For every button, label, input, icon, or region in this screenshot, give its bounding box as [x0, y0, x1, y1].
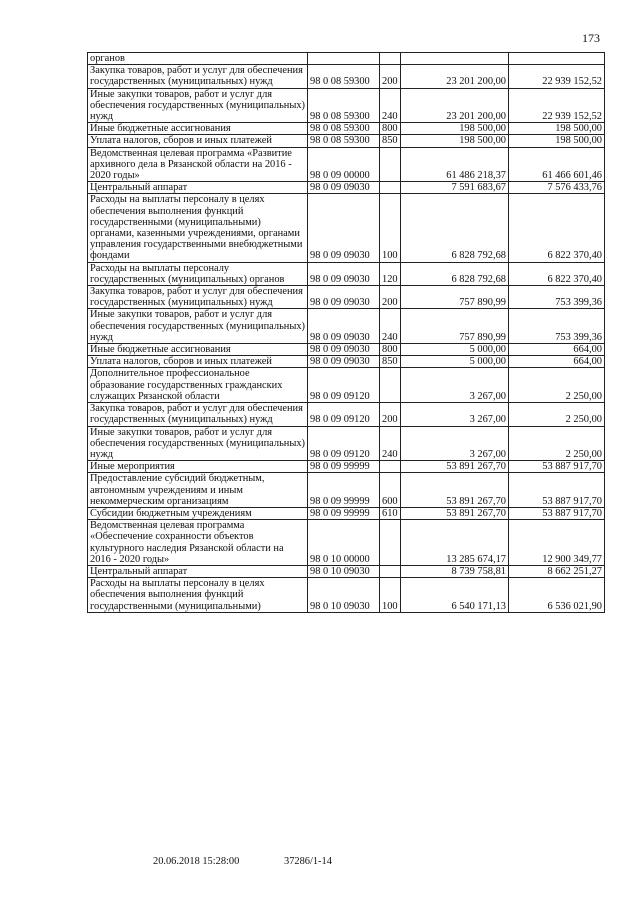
table-row — [88, 286, 605, 309]
row-code-cell: 98 0 09 09030 — [308, 194, 380, 262]
row-plan-cell: 3 267,00 — [401, 426, 509, 461]
row-exec-cell: 53 887 917,70 — [509, 473, 605, 508]
row-code-cell: 98 0 09 09120 — [308, 368, 380, 403]
table-row — [88, 426, 605, 461]
row-exec-cell: 2 250,00 — [509, 426, 605, 461]
page-number: 173 — [582, 31, 600, 45]
row-name-cell: Иные закупки товаров, работ и услуг для обеспечения государственных (муниципальных) нужд — [88, 88, 308, 123]
row-exec-cell: 664,00 — [509, 356, 605, 368]
row-name-cell: Центральный аппарат — [88, 565, 308, 577]
row-name-cell: Закупка товаров, работ и услуг для обеспечения государственных (муниципальных) нужд — [88, 65, 308, 88]
row-vr-cell: 100 — [380, 194, 401, 262]
row-name-cell: Ведомственная целевая программа «Обеспечение сохранности объектов культурного наследия Рязанской области на 2016 - 2020 годы» — [88, 520, 308, 566]
row-name-cell: Уплата налогов, сборов и иных платежей — [88, 135, 308, 147]
row-vr-cell: 240 — [380, 426, 401, 461]
row-exec-cell: 6 822 370,40 — [509, 262, 605, 285]
row-code-cell: 98 0 09 09030 — [308, 344, 380, 356]
row-plan-cell: 23 201 200,00 — [401, 88, 509, 123]
row-vr-cell — [380, 182, 401, 194]
footer-datetime: 20.06.2018 15:28:00 — [153, 856, 240, 867]
row-plan-cell: 757 890,99 — [401, 309, 509, 344]
table-row — [88, 565, 605, 577]
table-row — [88, 578, 605, 613]
row-plan-cell: 3 267,00 — [401, 403, 509, 426]
row-vr-cell: 850 — [380, 135, 401, 147]
row-exec-cell: 753 399,36 — [509, 286, 605, 309]
row-exec-cell: 6 822 370,40 — [509, 194, 605, 262]
table-row — [88, 356, 605, 368]
row-exec-cell: 753 399,36 — [509, 309, 605, 344]
row-name-cell: Дополнительное профессиональное образование государственных гражданских служащих Рязанской области — [88, 368, 308, 403]
table-row — [88, 368, 605, 403]
row-plan-cell: 5 000,00 — [401, 344, 509, 356]
row-name-cell: Иные бюджетные ассигнования — [88, 344, 308, 356]
row-exec-cell: 2 250,00 — [509, 368, 605, 403]
row-code-cell: 98 0 09 99999 — [308, 507, 380, 519]
row-code-cell: 98 0 09 09030 — [308, 356, 380, 368]
row-exec-cell: 198 500,00 — [509, 123, 605, 135]
row-vr-cell — [380, 461, 401, 473]
row-vr-cell — [380, 53, 401, 65]
table-row — [88, 53, 605, 65]
row-code-cell: 98 0 08 59300 — [308, 135, 380, 147]
row-code-cell: 98 0 10 09030 — [308, 578, 380, 613]
table-row — [88, 473, 605, 508]
row-code-cell: 98 0 09 09120 — [308, 403, 380, 426]
row-vr-cell: 610 — [380, 507, 401, 519]
table-row — [88, 403, 605, 426]
row-name-cell: Предоставление субсидий бюджетным, автономным учреждениям и иным некоммерческим организациям — [88, 473, 308, 508]
table-row — [88, 344, 605, 356]
row-name-cell: Уплата налогов, сборов и иных платежей — [88, 356, 308, 368]
row-vr-cell: 120 — [380, 262, 401, 285]
row-name-cell: органов — [88, 53, 308, 65]
row-exec-cell: 12 900 349,77 — [509, 520, 605, 566]
row-name-cell: Иные закупки товаров, работ и услуг для обеспечения государственных (муниципальных) нужд — [88, 426, 308, 461]
row-code-cell: 98 0 10 09030 — [308, 565, 380, 577]
row-exec-cell: 53 887 917,70 — [509, 507, 605, 519]
row-code-cell: 98 0 09 99999 — [308, 461, 380, 473]
row-plan-cell: 7 591 683,67 — [401, 182, 509, 194]
table-row — [88, 147, 605, 182]
row-code-cell: 98 0 08 59300 — [308, 65, 380, 88]
row-exec-cell: 2 250,00 — [509, 403, 605, 426]
row-plan-cell: 6 828 792,68 — [401, 262, 509, 285]
table-row — [88, 507, 605, 519]
row-vr-cell — [380, 520, 401, 566]
row-code-cell: 98 0 09 09120 — [308, 426, 380, 461]
row-exec-cell: 7 576 433,76 — [509, 182, 605, 194]
row-plan-cell: 5 000,00 — [401, 356, 509, 368]
row-exec-cell: 198 500,00 — [509, 135, 605, 147]
row-plan-cell: 6 828 792,68 — [401, 194, 509, 262]
row-code-cell — [308, 53, 380, 65]
footer-doc-number: 37286/1-14 — [284, 856, 332, 867]
row-vr-cell: 600 — [380, 473, 401, 508]
row-plan-cell: 53 891 267,70 — [401, 473, 509, 508]
row-name-cell: Расходы на выплаты персоналу в целях обеспечения выполнения функций государственными (муниципальными) — [88, 578, 308, 613]
row-plan-cell: 23 201 200,00 — [401, 65, 509, 88]
row-vr-cell: 240 — [380, 309, 401, 344]
row-vr-cell: 200 — [380, 286, 401, 309]
row-exec-cell: 664,00 — [509, 344, 605, 356]
row-name-cell: Расходы на выплаты персоналу в целях обеспечения выполнения функций государственными (муниципальными) органами, казенными учреждениями, органами управления государственными внебюджетными фондами — [88, 194, 308, 262]
row-exec-cell: 22 939 152,52 — [509, 65, 605, 88]
row-exec-cell: 8 662 251,27 — [509, 565, 605, 577]
row-name-cell: Расходы на выплаты персоналу государственных (муниципальных) органов — [88, 262, 308, 285]
row-code-cell: 98 0 08 59300 — [308, 123, 380, 135]
row-plan-cell: 3 267,00 — [401, 368, 509, 403]
row-vr-cell: 240 — [380, 88, 401, 123]
row-code-cell: 98 0 09 99999 — [308, 473, 380, 508]
row-plan-cell: 53 891 267,70 — [401, 461, 509, 473]
table-row — [88, 135, 605, 147]
row-plan-cell: 53 891 267,70 — [401, 507, 509, 519]
row-code-cell: 98 0 08 59300 — [308, 88, 380, 123]
table-row — [88, 194, 605, 262]
row-code-cell: 98 0 09 09030 — [308, 286, 380, 309]
table-row — [88, 88, 605, 123]
row-plan-cell: 198 500,00 — [401, 135, 509, 147]
row-plan-cell: 757 890,99 — [401, 286, 509, 309]
row-exec-cell: 22 939 152,52 — [509, 88, 605, 123]
row-code-cell: 98 0 09 09030 — [308, 182, 380, 194]
table-row — [88, 182, 605, 194]
row-vr-cell — [380, 565, 401, 577]
table-row — [88, 309, 605, 344]
row-code-cell: 98 0 09 09030 — [308, 262, 380, 285]
row-name-cell: Иные бюджетные ассигнования — [88, 123, 308, 135]
table-row — [88, 262, 605, 285]
row-code-cell: 98 0 10 00000 — [308, 520, 380, 566]
row-exec-cell — [509, 53, 605, 65]
table-row — [88, 123, 605, 135]
row-vr-cell — [380, 368, 401, 403]
row-vr-cell: 800 — [380, 123, 401, 135]
row-exec-cell: 6 536 021,90 — [509, 578, 605, 613]
row-plan-cell: 198 500,00 — [401, 123, 509, 135]
table-row — [88, 461, 605, 473]
row-plan-cell: 6 540 171,13 — [401, 578, 509, 613]
row-vr-cell: 850 — [380, 356, 401, 368]
row-name-cell: Закупка товаров, работ и услуг для обеспечения государственных (муниципальных) нужд — [88, 403, 308, 426]
row-plan-cell — [401, 53, 509, 65]
row-exec-cell: 53 887 917,70 — [509, 461, 605, 473]
row-name-cell: Центральный аппарат — [88, 182, 308, 194]
row-plan-cell: 8 739 758,81 — [401, 565, 509, 577]
row-vr-cell: 100 — [380, 578, 401, 613]
row-vr-cell — [380, 147, 401, 182]
row-name-cell: Иные закупки товаров, работ и услуг для обеспечения государственных (муниципальных) нужд — [88, 309, 308, 344]
row-vr-cell: 200 — [380, 403, 401, 426]
row-vr-cell: 200 — [380, 65, 401, 88]
row-name-cell: Ведомственная целевая программа «Развитие архивного дела в Рязанской области на 2016 - 2020 годы» — [88, 147, 308, 182]
budget-table-body — [88, 53, 605, 613]
row-plan-cell: 61 486 218,37 — [401, 147, 509, 182]
table-row — [88, 520, 605, 566]
row-code-cell: 98 0 09 09030 — [308, 309, 380, 344]
row-plan-cell: 13 285 674,17 — [401, 520, 509, 566]
row-name-cell: Субсидии бюджетным учреждениям — [88, 507, 308, 519]
row-code-cell: 98 0 09 00000 — [308, 147, 380, 182]
budget-table — [87, 52, 605, 613]
row-name-cell: Иные мероприятия — [88, 461, 308, 473]
row-name-cell: Закупка товаров, работ и услуг для обеспечения государственных (муниципальных) нужд — [88, 286, 308, 309]
table-row — [88, 65, 605, 88]
row-vr-cell: 800 — [380, 344, 401, 356]
row-exec-cell: 61 466 601,46 — [509, 147, 605, 182]
